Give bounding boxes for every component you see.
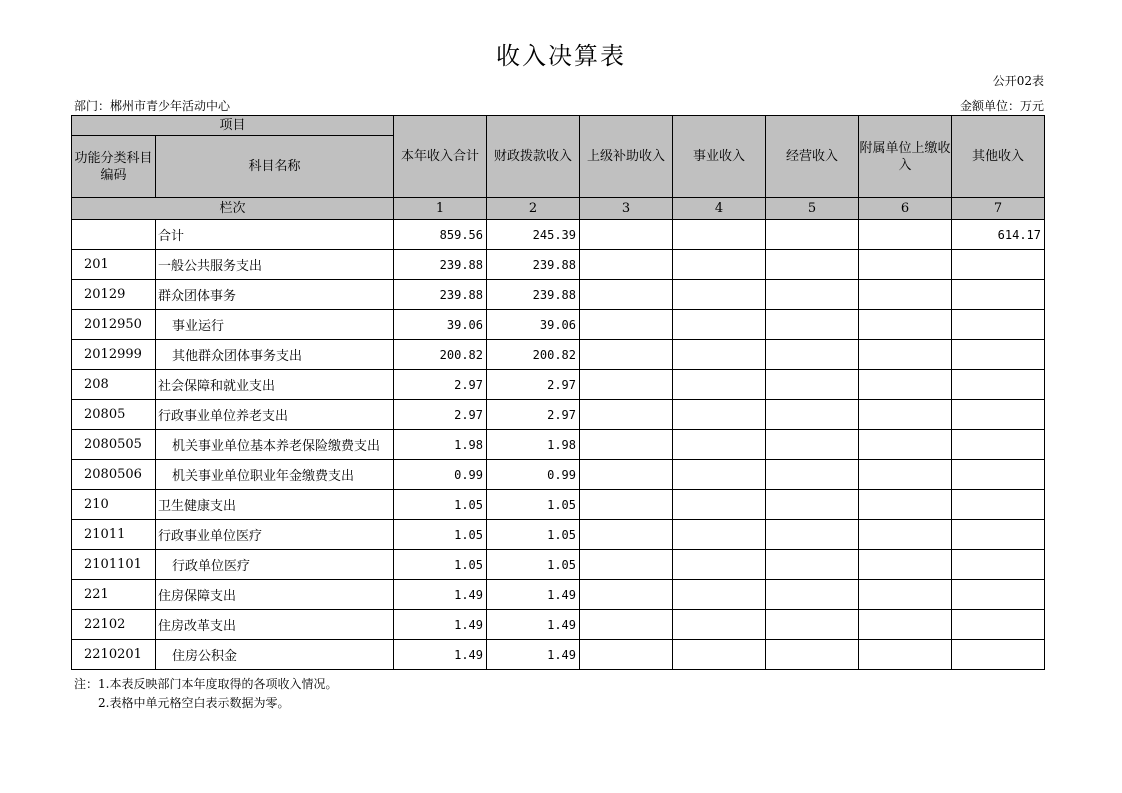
- subject-code: 2101101: [72, 550, 156, 580]
- amount-cell: [580, 310, 673, 340]
- amount-cell: [766, 580, 859, 610]
- amount-cell: 2.97: [487, 370, 580, 400]
- amount-cell: 1.05: [487, 550, 580, 580]
- amount-cell: 239.88: [487, 280, 580, 310]
- col-num: 2: [487, 198, 580, 220]
- amount-cell: 39.06: [487, 310, 580, 340]
- amount-cell: [952, 400, 1045, 430]
- amount-cell: [673, 550, 766, 580]
- col-num: 4: [673, 198, 766, 220]
- amount-cell: [859, 400, 952, 430]
- amount-cell: [766, 640, 859, 670]
- table-row: [72, 250, 1045, 280]
- header-name: 科目名称: [156, 136, 394, 198]
- amount-cell: [766, 280, 859, 310]
- col-num: 7: [952, 198, 1045, 220]
- amount-cell: [766, 430, 859, 460]
- col-num: 5: [766, 198, 859, 220]
- amount-cell: 200.82: [394, 340, 487, 370]
- amount-cell: [580, 340, 673, 370]
- subject-name: 住房公积金: [156, 640, 394, 670]
- amount-cell: [580, 640, 673, 670]
- table-row: [72, 610, 1045, 640]
- note-1: 注：1.本表反映部门本年度取得的各项收入情况。: [74, 677, 338, 691]
- header-lanci: 栏次: [72, 198, 394, 220]
- subject-name: 其他群众团体事务支出: [156, 340, 394, 370]
- amount-cell: [766, 520, 859, 550]
- subject-code: 2012999: [72, 340, 156, 370]
- amount-cell: [766, 220, 859, 250]
- amount-cell: [859, 580, 952, 610]
- subject-code: 20129: [72, 280, 156, 310]
- amount-cell: [859, 610, 952, 640]
- amount-cell: [859, 340, 952, 370]
- note-2: 2.表格中单元格空白表示数据为零。: [98, 696, 290, 710]
- amount-cell: 1.05: [394, 520, 487, 550]
- amount-cell: [673, 340, 766, 370]
- amount-cell: [766, 490, 859, 520]
- amount-cell: 1.98: [394, 430, 487, 460]
- amount-cell: 1.05: [487, 490, 580, 520]
- subject-name: 住房保障支出: [156, 580, 394, 610]
- subject-code: 2012950: [72, 310, 156, 340]
- amount-cell: 614.17: [952, 220, 1045, 250]
- subject-name: 行政事业单位养老支出: [156, 400, 394, 430]
- table-row: [72, 640, 1045, 670]
- amount-cell: [673, 640, 766, 670]
- amount-cell: [673, 250, 766, 280]
- amount-cell: 1.49: [487, 580, 580, 610]
- income-table: [71, 115, 1045, 670]
- amount-cell: [859, 490, 952, 520]
- amount-cell: 239.88: [394, 250, 487, 280]
- amount-cell: 1.49: [394, 580, 487, 610]
- amount-cell: 1.05: [394, 550, 487, 580]
- amount-cell: [952, 460, 1045, 490]
- subject-name: 事业运行: [156, 310, 394, 340]
- amount-cell: [580, 550, 673, 580]
- amount-cell: [580, 220, 673, 250]
- table-row: [72, 520, 1045, 550]
- amount-cell: [766, 400, 859, 430]
- amount-cell: [859, 250, 952, 280]
- subject-code: 22102: [72, 610, 156, 640]
- amount-cell: [580, 460, 673, 490]
- amount-cell: [952, 610, 1045, 640]
- amount-cell: 1.49: [487, 640, 580, 670]
- header-col-3: 上级补助收入: [580, 116, 673, 198]
- amount-cell: [952, 280, 1045, 310]
- amount-cell: 0.99: [487, 460, 580, 490]
- amount-cell: [580, 250, 673, 280]
- header-col-1: 本年收入合计: [394, 116, 487, 198]
- amount-cell: [952, 520, 1045, 550]
- amount-cell: [580, 610, 673, 640]
- amount-cell: 1.49: [394, 640, 487, 670]
- amount-cell: [859, 370, 952, 400]
- amount-cell: [673, 610, 766, 640]
- subject-code: 2080506: [72, 460, 156, 490]
- amount-cell: 200.82: [487, 340, 580, 370]
- subject-name: 卫生健康支出: [156, 490, 394, 520]
- amount-cell: 1.49: [394, 610, 487, 640]
- amount-cell: [859, 550, 952, 580]
- table-row: [72, 490, 1045, 520]
- amount-cell: [859, 220, 952, 250]
- header-col-4: 事业收入: [673, 116, 766, 198]
- amount-cell: [673, 370, 766, 400]
- subject-code: 208: [72, 370, 156, 400]
- amount-cell: [859, 310, 952, 340]
- table-row: [72, 580, 1045, 610]
- amount-cell: [859, 460, 952, 490]
- amount-cell: [673, 280, 766, 310]
- amount-cell: 239.88: [394, 280, 487, 310]
- amount-cell: [580, 490, 673, 520]
- amount-cell: [673, 400, 766, 430]
- amount-cell: 239.88: [487, 250, 580, 280]
- amount-cell: [952, 640, 1045, 670]
- amount-cell: 0.99: [394, 460, 487, 490]
- unit-label: 金额单位：万元: [959, 99, 1044, 113]
- subject-code: 2210201: [72, 640, 156, 670]
- subject-name: 一般公共服务支出: [156, 250, 394, 280]
- amount-cell: [673, 220, 766, 250]
- table-row: [72, 550, 1045, 580]
- amount-cell: 2.97: [487, 400, 580, 430]
- amount-cell: 1.05: [487, 520, 580, 550]
- amount-cell: [673, 520, 766, 550]
- amount-cell: [580, 580, 673, 610]
- amount-cell: 1.49: [487, 610, 580, 640]
- amount-cell: [580, 520, 673, 550]
- table-row: [72, 340, 1045, 370]
- subject-code: 20805: [72, 400, 156, 430]
- table-row: [72, 310, 1045, 340]
- amount-cell: [673, 430, 766, 460]
- table-row: [72, 400, 1045, 430]
- subject-name: 行政单位医疗: [156, 550, 394, 580]
- col-num: 3: [580, 198, 673, 220]
- subject-name: 住房改革支出: [156, 610, 394, 640]
- col-num: 6: [859, 198, 952, 220]
- amount-cell: [766, 550, 859, 580]
- amount-cell: [580, 430, 673, 460]
- amount-cell: [766, 310, 859, 340]
- subject-name: 机关事业单位职业年金缴费支出: [156, 460, 394, 490]
- amount-cell: [859, 280, 952, 310]
- amount-cell: [952, 580, 1045, 610]
- amount-cell: [673, 310, 766, 340]
- amount-cell: [952, 340, 1045, 370]
- subject-name: 合计: [156, 220, 394, 250]
- amount-cell: [859, 520, 952, 550]
- amount-cell: 859.56: [394, 220, 487, 250]
- amount-cell: [673, 490, 766, 520]
- amount-cell: [766, 250, 859, 280]
- header-col-2: 财政拨款收入: [487, 116, 580, 198]
- amount-cell: 39.06: [394, 310, 487, 340]
- header-col-5: 经营收入: [766, 116, 859, 198]
- subject-code: [72, 220, 156, 250]
- amount-cell: [952, 370, 1045, 400]
- subject-name: 机关事业单位基本养老保险缴费支出: [156, 430, 394, 460]
- amount-cell: [859, 430, 952, 460]
- header-code: 功能分类科目编码: [72, 136, 156, 198]
- subject-name: 行政事业单位医疗: [156, 520, 394, 550]
- page-title: 收入决算表: [496, 42, 626, 70]
- amount-cell: [580, 280, 673, 310]
- amount-cell: [766, 370, 859, 400]
- amount-cell: [766, 460, 859, 490]
- amount-cell: [580, 370, 673, 400]
- table-row: [72, 280, 1045, 310]
- amount-cell: 245.39: [487, 220, 580, 250]
- table-row: [72, 220, 1045, 250]
- amount-cell: 1.05: [394, 490, 487, 520]
- subject-code: 210: [72, 490, 156, 520]
- amount-cell: [766, 610, 859, 640]
- col-num: 1: [394, 198, 487, 220]
- table-row: [72, 370, 1045, 400]
- amount-cell: [952, 490, 1045, 520]
- amount-cell: [766, 340, 859, 370]
- amount-cell: [673, 580, 766, 610]
- amount-cell: 2.97: [394, 400, 487, 430]
- subject-code: 21011: [72, 520, 156, 550]
- table-row: [72, 460, 1045, 490]
- form-number: 公开02表: [992, 74, 1044, 88]
- amount-cell: [952, 430, 1045, 460]
- amount-cell: [859, 640, 952, 670]
- amount-cell: [952, 310, 1045, 340]
- header-col-7: 其他收入: [952, 116, 1045, 198]
- amount-cell: [952, 250, 1045, 280]
- notes: [74, 675, 337, 713]
- table-row: [72, 430, 1045, 460]
- amount-cell: [952, 550, 1045, 580]
- amount-cell: [673, 460, 766, 490]
- header-col-6: 附属单位上缴收入: [859, 116, 952, 198]
- header-item: 项目: [72, 116, 394, 136]
- subject-code: 221: [72, 580, 156, 610]
- department-label: 部门：郴州市青少年活动中心: [74, 99, 231, 113]
- subject-code: 201: [72, 250, 156, 280]
- amount-cell: [580, 400, 673, 430]
- subject-code: 2080505: [72, 430, 156, 460]
- amount-cell: 2.97: [394, 370, 487, 400]
- subject-name: 社会保障和就业支出: [156, 370, 394, 400]
- subject-name: 群众团体事务: [156, 280, 394, 310]
- amount-cell: 1.98: [487, 430, 580, 460]
